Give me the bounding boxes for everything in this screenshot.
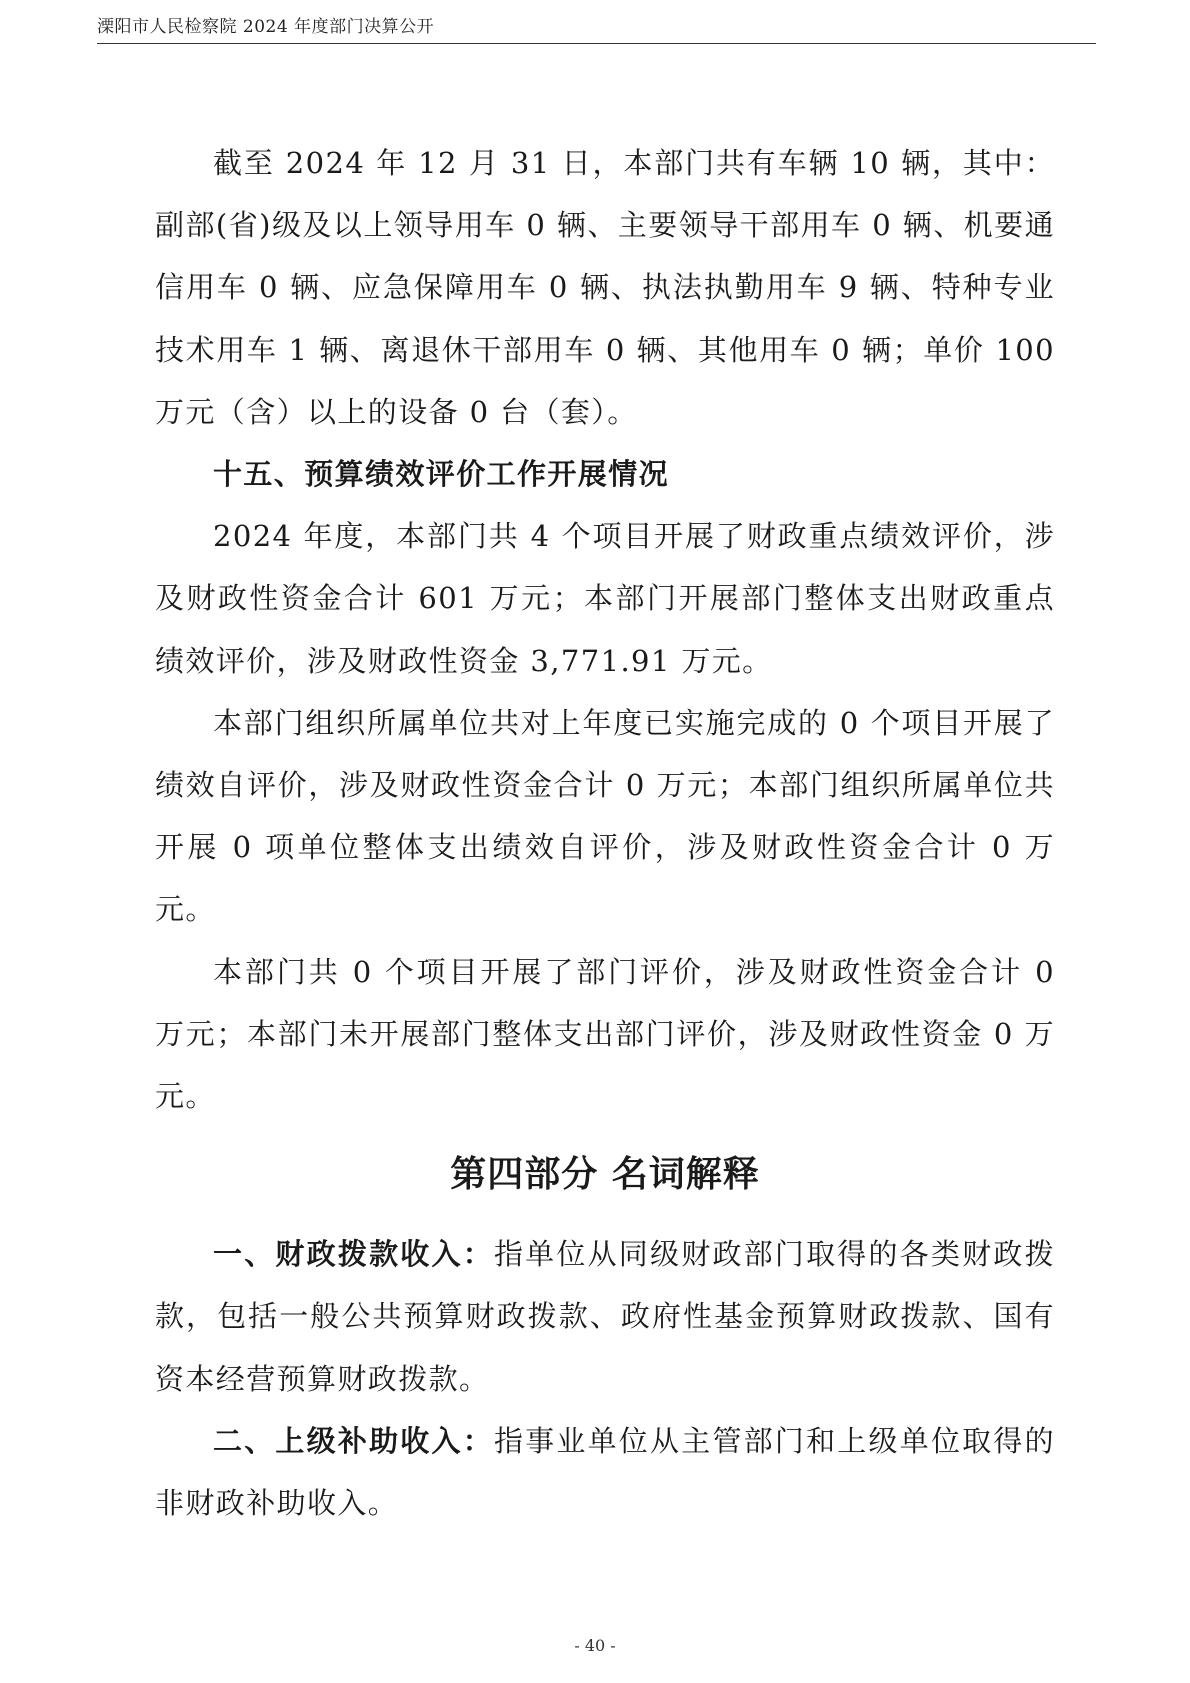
term-superior-subsidy: [155, 1410, 1055, 1534]
self-evaluation-paragraph: 本部门组织所属单位共对上年度已实施完成的 0 个项目开展了绩效自评价，涉及财政性资金合计 0 万元；本部门组织所属单位共开展 0 项单位整体支出绩效自评价，涉及财政性资金合计 0 万元。: [155, 705, 1055, 927]
term-label: 一、财政拨款收入：: [213, 1237, 494, 1272]
section-15-heading: 十五、预算绩效评价工作开展情况: [213, 457, 670, 492]
header-rule: [97, 43, 1096, 44]
key-evaluation-paragraph: 2024 年度，本部门共 4 个项目开展了财政重点绩效评价，涉及财政性资金合计 601 万元；本部门开展部门整体支出财政重点绩效评价，涉及财政性资金 3,771.91 万元。: [155, 519, 1055, 678]
term-label: 二、上级补助收入：: [213, 1423, 494, 1458]
term-fiscal-appropriation: [155, 1223, 1055, 1410]
page-body: [155, 132, 1055, 1534]
page-number: - 40 -: [574, 1636, 616, 1655]
part-4-title: 第四部分 名词解释: [450, 1153, 760, 1196]
department-evaluation-paragraph: 本部门共 0 个项目开展了部门评价，涉及财政性资金合计 0 万元；本部门未开展部门整体支出部门评价，涉及财政性资金 0 万元。: [155, 954, 1055, 1114]
document-header: 溧阳市人民检察院 2024 年度部门决算公开: [97, 17, 435, 37]
vehicles-paragraph: 截至 2024 年 12 月 31 日，本部门共有车辆 10 辆，其中：副部(省)级及以上领导用车 0 辆、主要领导干部用车 0 辆、机要通信用车 0 辆、应急保障用车 0 辆、执法执勤用车 9 辆、特种专业技术用车 1 辆、离退休干部用车 0 辆、其他用车 0 辆；单价 100 万元（含）以上的设备 0 台（套）。: [155, 146, 1055, 429]
term-definition: 指事业单位从主管部门和上级单位取得的非财政补助收入。: [155, 1423, 1055, 1521]
term-definition: 指单位从同级财政部门取得的各类财政拨款，包括一般公共预算财政拨款、政府性基金预算财政拨款、国有资本经营预算财政拨款。: [155, 1237, 1055, 1396]
